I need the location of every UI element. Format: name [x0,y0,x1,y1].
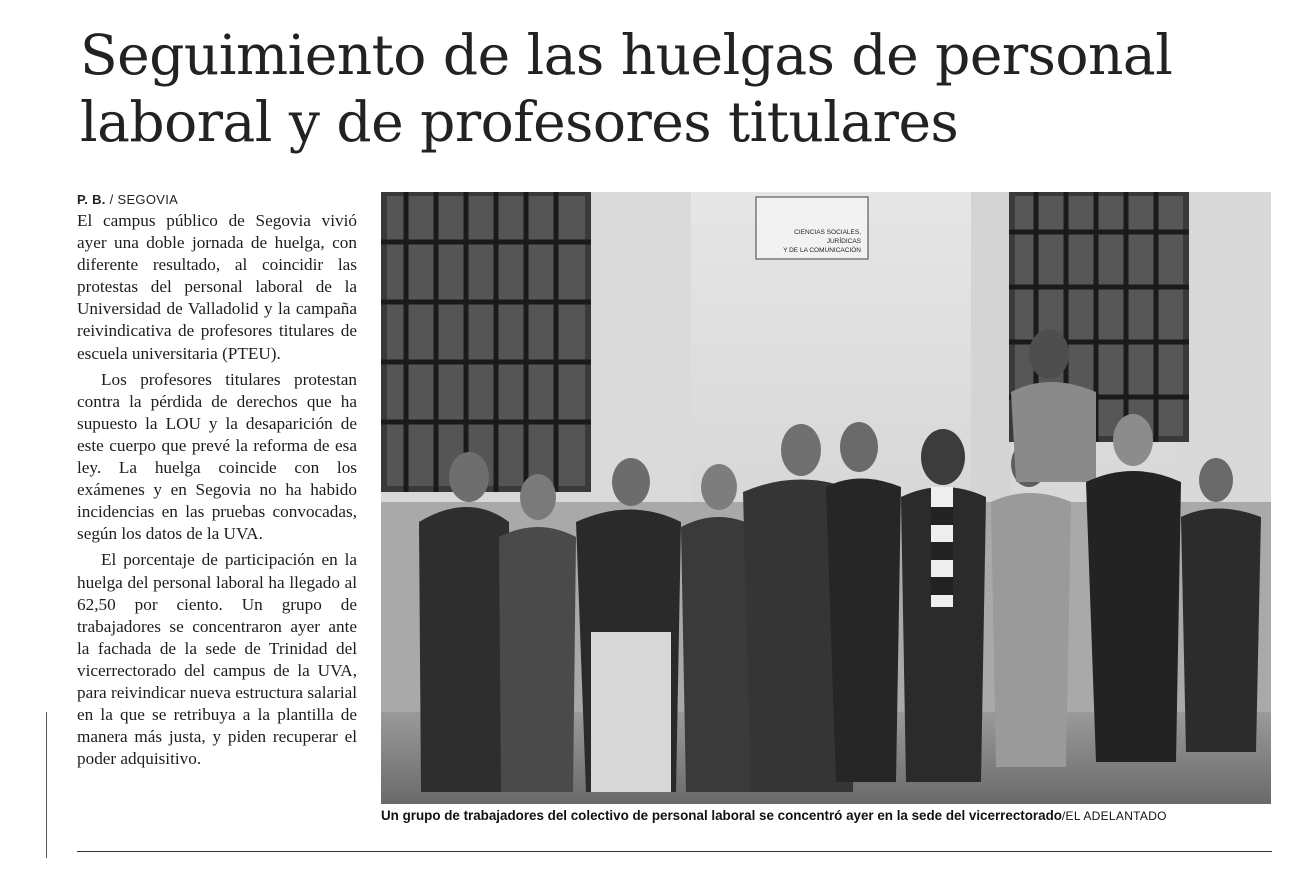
article-paragraph-1: El campus público de Segovia vivió ayer una doble jornada de huelga, con diferente resultado, al coincidir las protestas del personal laboral de la Universidad de Valladolid y la campaña reivindicativa de profesores titulares de escuela universitaria (PTEU). [77,211,357,363]
article-body [77,210,357,770]
byline-author: P. B. [77,192,106,207]
byline [77,192,178,207]
sign-text-3: Y DE LA COMUNICACIÓN [783,247,861,254]
left-window [381,192,591,492]
left-column-rule [46,712,47,858]
byline-location: SEGOVIA [117,192,179,207]
photo-credit: /EL ADELANTADO [1061,809,1167,823]
headline-line-1: Seguimiento de las huelgas de personal [80,23,1173,87]
byline-separator: / [105,192,118,207]
photo-caption [381,808,1281,823]
article-paragraph-2: Los profesores titulares protestan contra la pérdida de derechos que ha supuesto la LOU y la desaparición de este cuerpo que prevé la reforma de esa ley. La huelga coincide con los exámenes y en Segovia no ha habido incidencias en las pruebas convocadas, según los datos de la UVA. [77,369,357,544]
headline-line-2: laboral y de profesores titulares [80,90,959,154]
sign-text-2: JURÍDICAS [826,238,861,245]
article-paragraph-3: El porcentaje de participación en la huelga del personal laboral ha llegado al 62,50 por ciento. Un grupo de trabajadores se concentraron ayer ante la fachada de la sede de Trinidad del vicerrectorado del campus de la UVA, para reivindicar nueva estructura salarial en la que se retribuya a la plantilla de manera más justa, y piden recuperar el poder adquisitivo. [77,550,357,769]
bottom-rule [77,851,1272,852]
headline [80,22,1240,156]
news-photo [381,192,1271,804]
caption-text: Un grupo de trabajadores del colectivo de personal laboral se concentró ayer en la sede del vicerrectorado [381,808,1062,823]
building-sign [756,197,868,259]
photo-illustration [381,192,1271,804]
sign-text-1: CIENCIAS SOCIALES, [794,229,861,236]
